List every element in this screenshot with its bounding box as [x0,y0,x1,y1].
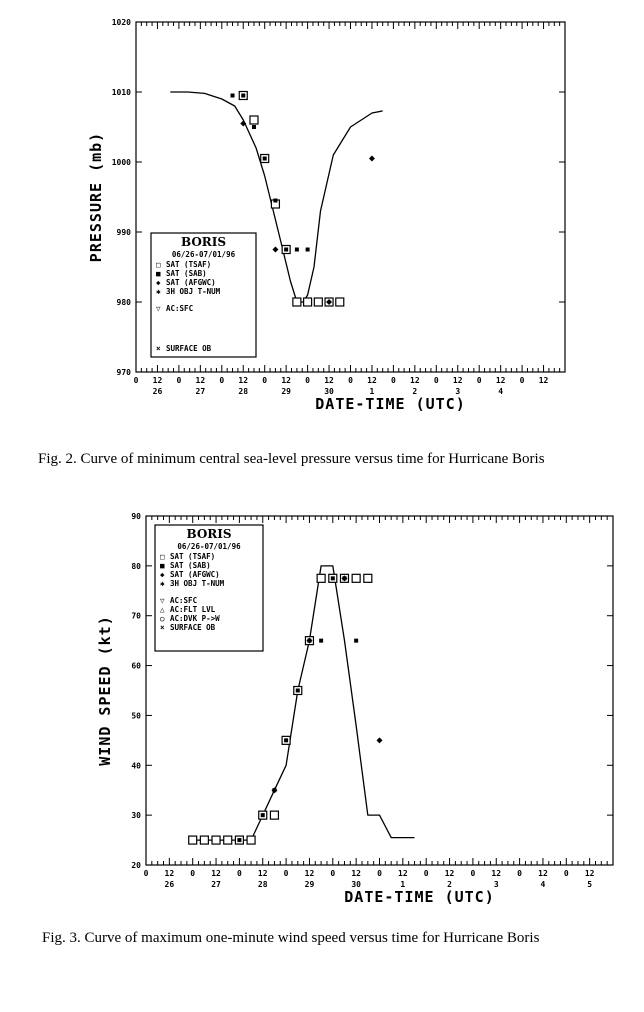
y-tick-label: 1000 [111,158,131,167]
x-tick-label: 12 [584,869,595,878]
legend-item: SAT (AFGWC) [170,570,220,579]
legend-symbol: ◆ [156,278,161,287]
legend-item: SAT (SAB) [166,269,207,278]
legend-item: SAT (TSAF) [170,552,216,561]
legend-symbol: ✱ [156,287,161,296]
fig3-caption: Fig. 3. Curve of maximum one-minute wind speed versus time for Hurricane Boris [42,930,540,946]
tsaf-marker [317,574,325,582]
afgwc-marker [271,787,277,793]
legend-item: SURFACE OB [170,623,216,632]
afgwc-marker [377,737,383,743]
sab-marker [331,576,335,580]
date-label: 3 [493,880,499,889]
date-label: 5 [587,880,593,889]
x-tick-label: 12 [304,869,315,878]
y-tick-label: 970 [116,368,131,377]
y-tick-label: 1010 [111,88,131,97]
x-tick-label: 12 [152,376,163,385]
legend-symbol: ▽ [160,596,165,605]
y-axis-title: PRESSURE (mb) [87,131,105,263]
sab-marker [261,813,265,817]
legend-symbol: ■ [160,561,165,570]
sab-marker [284,738,288,742]
sab-marker [354,639,358,643]
tsaf-marker [270,811,278,819]
sab-marker [237,838,241,842]
x-tick-label: 12 [444,869,455,878]
x-tick-label: 12 [491,869,502,878]
legend-symbol: □ [160,552,165,561]
sab-marker [319,639,323,643]
legend-item: AC:DVK P->W [170,614,220,623]
x-tick-label: 12 [398,869,408,878]
afgwc-marker [369,156,375,162]
legend-title: BORIS [186,527,232,541]
x-tick-label: 12 [495,376,506,385]
legend-symbol: □ [156,260,161,269]
legend-title: BORIS [180,235,227,249]
y-tick-label: 40 [131,761,141,771]
y-tick-label: 990 [116,228,131,237]
x-tick-label: 0 [519,376,525,385]
legend-symbol: ✱ [160,579,165,588]
x-tick-label: 0 [143,869,149,878]
date-label: 30 [351,880,361,889]
x-tick-label: 0 [190,869,196,878]
x-tick-label: 12 [164,869,175,878]
afgwc-marker [272,247,278,253]
legend-symbol: ○ [160,614,165,623]
sab-marker [296,689,300,693]
x-tick-label: 12 [238,376,249,385]
x-tick-label: 0 [330,869,336,878]
legend-item: 3H OBJ T-NUM [166,287,221,296]
x-tick-label: 12 [538,376,549,385]
sab-marker [273,199,277,203]
sab-marker [263,157,267,161]
date-label: 29 [281,387,291,396]
x-tick-label: 0 [390,376,396,385]
date-label: 3 [455,387,461,396]
x-tick-label: 12 [452,376,463,385]
x-tick-label: 0 [423,869,429,878]
x-tick-label: 12 [538,869,548,878]
x-tick-label: 0 [563,869,569,878]
tsaf-marker [200,836,208,844]
x-tick-label: 12 [410,376,420,385]
date-label: 26 [164,880,175,889]
y-tick-label: 30 [131,811,141,821]
legend-symbol: ■ [156,269,161,278]
date-label: 28 [238,387,249,396]
legend-symbol: ▽ [156,304,161,313]
tsaf-marker [293,298,301,306]
y-tick-label: 60 [131,661,141,671]
date-label: 27 [211,880,221,889]
legend-subtitle: 06/26-07/01/96 [171,250,236,259]
pressure-chart [0,0,644,420]
x-tick-label: 0 [176,376,182,385]
legend-item: SURFACE OB [166,344,212,353]
legend-item: 3H OBJ T-NUM [170,579,225,588]
x-tick-label: 0 [377,869,382,878]
legend-item: SAT (SAB) [170,561,211,570]
x-tick-label: 12 [281,376,291,385]
legend-subtitle: 06/26-07/01/96 [177,542,241,551]
date-label: 30 [324,387,334,396]
x-tick-label: 0 [348,376,353,385]
x-tick-label: 0 [283,869,289,878]
tsaf-marker [224,836,232,844]
x-tick-label: 12 [351,869,361,878]
x-tick-label: 12 [211,869,221,878]
wind-speed-chart [0,500,644,920]
x-tick-label: 0 [470,869,476,878]
x-axis-title: DATE-TIME (UTC) [344,888,495,906]
sab-marker [306,248,310,252]
tsaf-marker [304,298,312,306]
tsaf-marker [212,836,220,844]
date-label: 1 [400,880,406,889]
date-label: 4 [498,387,504,396]
fig2-caption: Fig. 2. Curve of minimum central sea-level pressure versus time for Hurricane Boris [38,451,545,467]
date-label: 27 [195,387,206,396]
x-tick-label: 0 [133,376,139,385]
date-label: 29 [304,880,315,889]
tsaf-marker [352,574,360,582]
x-tick-label: 0 [517,869,523,878]
x-tick-label: 12 [324,376,334,385]
date-label: 2 [447,880,452,889]
x-tick-label: 0 [476,376,482,385]
y-tick-label: 70 [131,611,141,621]
legend-symbol: △ [160,605,165,614]
sab-marker [284,248,288,252]
legend-item: AC:SFC [166,304,194,313]
x-tick-label: 0 [236,869,242,878]
x-tick-label: 12 [257,869,268,878]
x-tick-label: 0 [433,376,439,385]
date-label: 2 [412,387,418,396]
tsaf-marker [364,574,372,582]
date-label: 26 [152,387,163,396]
legend-item: AC:FLT LVL [170,605,216,614]
y-axis-title: WIND SPEED (kt) [96,615,114,766]
y-tick-label: 90 [131,512,141,521]
tsaf-marker [250,116,258,124]
sab-marker [231,94,235,98]
y-tick-label: 980 [116,298,131,307]
sab-marker [252,125,256,129]
y-tick-label: 50 [131,711,141,721]
tsaf-marker [336,298,344,306]
sab-marker [241,94,245,98]
date-label: 4 [540,880,546,889]
legend-item: AC:SFC [170,596,198,605]
x-tick-label: 12 [367,376,377,385]
legend-item: SAT (TSAF) [166,260,212,269]
legend-symbol: × [160,623,165,632]
tsaf-marker [189,836,197,844]
x-tick-label: 0 [305,376,311,385]
y-tick-label: 1020 [111,18,131,27]
x-tick-label: 0 [262,376,268,385]
legend-symbol: × [156,344,161,353]
tsaf-marker [247,836,255,844]
x-tick-label: 12 [195,376,206,385]
date-label: 1 [369,387,375,396]
date-label: 28 [257,880,268,889]
x-axis-title: DATE-TIME (UTC) [315,395,466,413]
y-tick-label: 80 [131,561,141,571]
sab-marker [295,248,299,252]
y-tick-label: 20 [131,861,141,870]
legend-symbol: ◆ [160,570,165,579]
tsaf-marker [314,298,322,306]
legend-item: SAT (AFGWC) [166,278,216,287]
x-tick-label: 0 [219,376,225,385]
